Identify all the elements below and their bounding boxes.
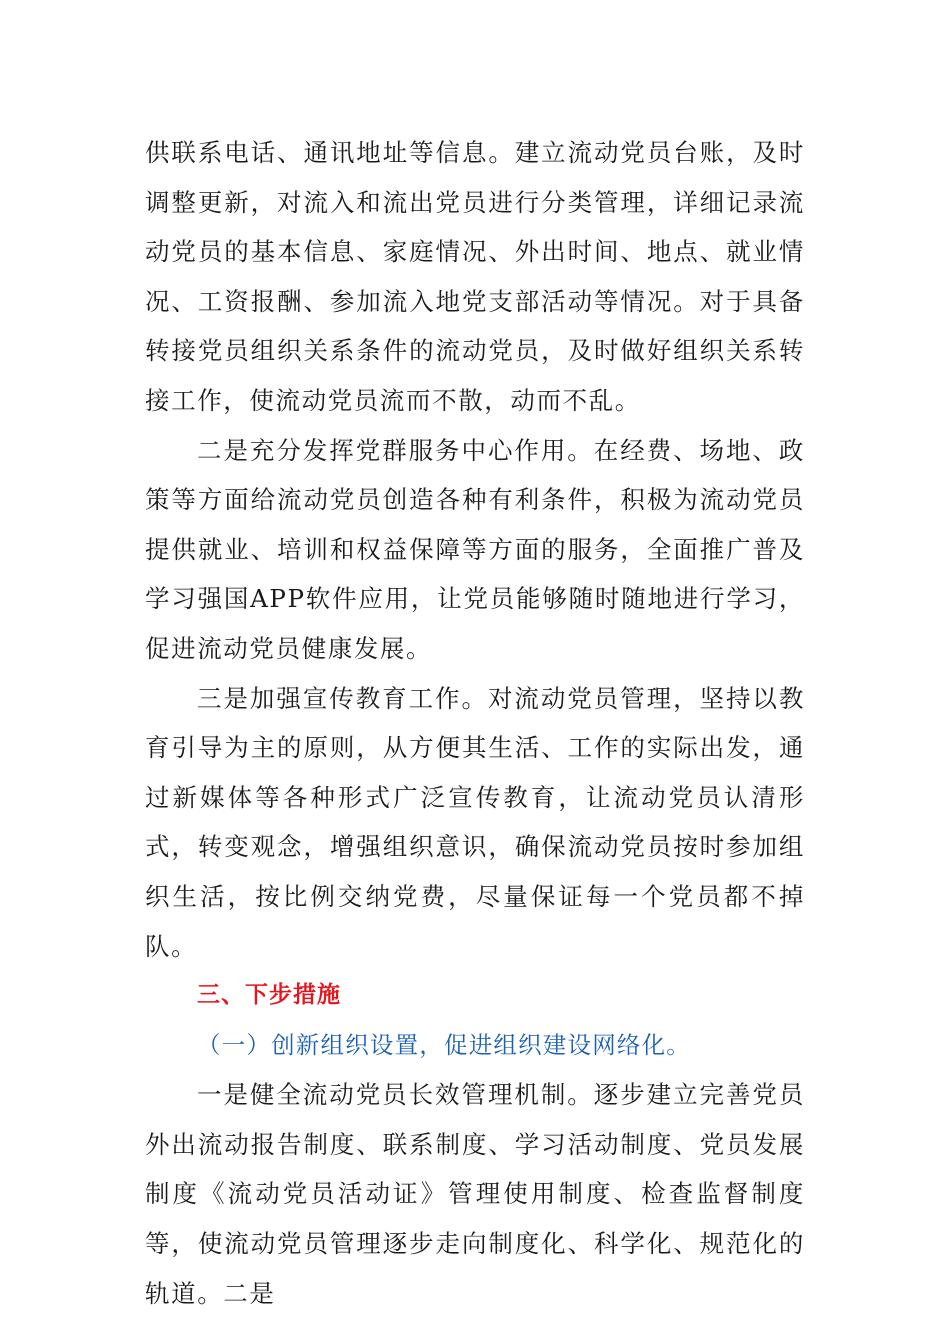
document-body [145,128,805,1318]
paragraph-contact-info: 供联系电话、通讯地址等信息。建立流动党员台账，及时调整更新，对流入和流出党员进行分类管理，详细记录流动党员的基本信息、家庭情况、外出时间、地点、就业情况、工资报酬、参加流入地党支部活动等情况。对于具备转接党员组织关系条件的流动党员，及时做好组织关系转接工作，使流动党员流而不散，动而不乱。 [145,138,805,415]
paragraph-management-mechanism: 一是健全流动党员长效管理机制。逐步建立完善党员外出流动报告制度、联系制度、学习活动制度、党员发展制度《流动党员活动证》管理使用制度、检查监督制度等，使流动党员管理逐步走向制度化、科学化、规范化的轨道。二是 [145,1080,805,1308]
subsection-heading-organization: （一）创新组织设置，促进组织建设网络化。 [197,1030,691,1059]
paragraph-service-center: 二是充分发挥党群服务中心作用。在经费、场地、政策等方面给流动党员创造各种有利条件，积极为流动党员提供就业、培训和权益保障等方面的服务，全面推广普及学习强国APP软件应用，让党员能够随时随地进行学习，促进流动党员健康发展。 [145,435,805,663]
section-heading-next-steps: 三、下步措施 [197,982,341,1009]
paragraph-publicity-education: 三是加强宣传教育工作。对流动党员管理，坚持以教育引导为主的原则，从方便其生活、工作的实际出发，通过新媒体等各种形式广泛宣传教育，让流动党员认清形式，转变观念，增强组织意识，确保流动党员按时参加组织生活，按比例交纳党费，尽量保证每一个党员都不掉队。 [145,683,805,961]
